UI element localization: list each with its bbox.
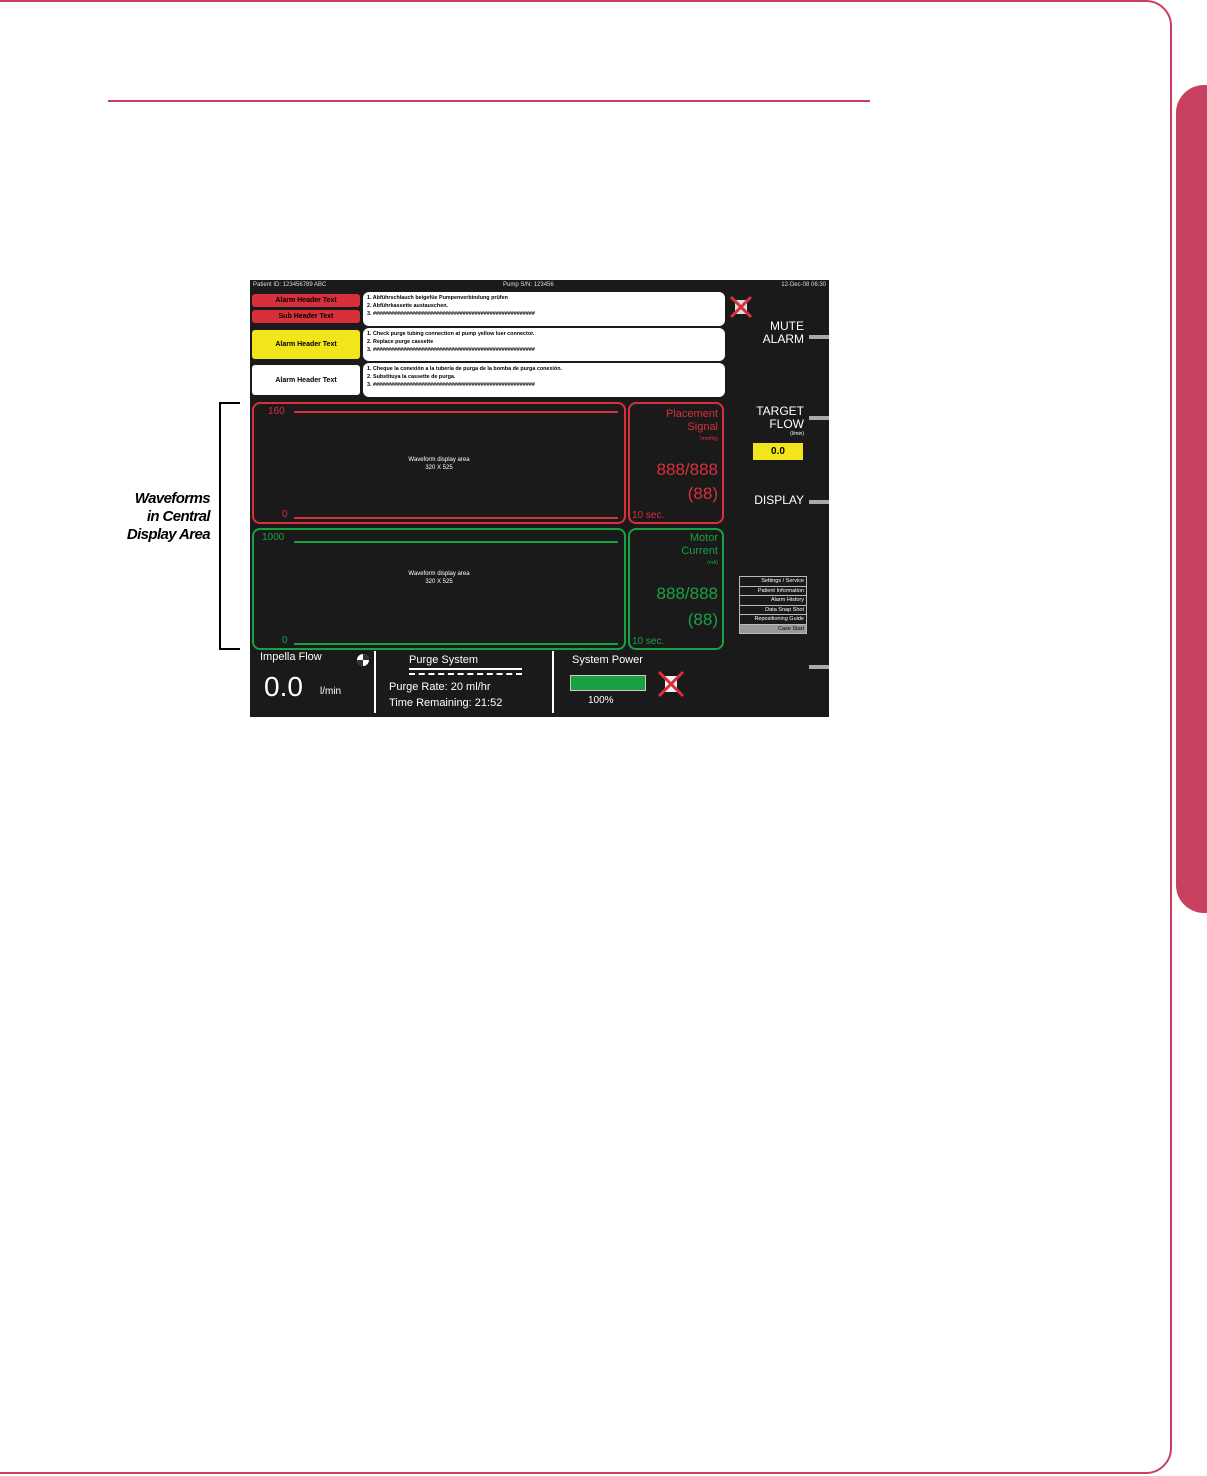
controller-screen (250, 280, 829, 717)
menu-list (739, 576, 807, 634)
softkey-tick (809, 500, 829, 504)
softkey-line: FLOW (769, 417, 804, 431)
area-label: Waveform display area (408, 571, 470, 577)
purge-title: Purge System (409, 654, 479, 666)
date-time: 12-Dec-08 06:30 (781, 282, 826, 288)
flow-label: Impella Flow (260, 651, 322, 663)
purge-panel (389, 651, 549, 717)
alarm-line: 3. ###################################################### (367, 347, 535, 353)
divider (374, 651, 376, 713)
alarm-text (363, 292, 725, 326)
power-percent: 100% (588, 695, 614, 706)
power-title: System Power (572, 654, 643, 666)
ac-disconnected-icon (656, 669, 686, 699)
alarm-silenced-icon (728, 294, 754, 320)
flow-indicator-icon (356, 653, 370, 667)
alarm-header: Alarm Header Text (252, 330, 360, 359)
softkey-line: TARGET (756, 404, 804, 418)
battery-fill (571, 676, 645, 690)
placement-timebase: 10 sec. (632, 510, 665, 521)
alarm-row-1 (252, 292, 726, 326)
title-line: Placement (666, 408, 718, 420)
motor-min: 0 (282, 635, 288, 646)
flow-value: 0.0 (264, 671, 303, 702)
placement-unit: (mmHg) (699, 436, 718, 442)
purge-dashes (409, 673, 522, 675)
title-line: Signal (687, 421, 718, 433)
flow-panel (260, 651, 372, 717)
target-flow-softkey[interactable] (756, 405, 804, 437)
placement-max: 160 (268, 406, 285, 417)
motor-title (681, 532, 718, 558)
motor-max: 1000 (262, 532, 285, 543)
softkey-tick (809, 335, 829, 339)
menu-item-repositioning[interactable]: Repositioning Guide (740, 615, 806, 625)
placement-mean: (88) (687, 484, 718, 503)
alarm-text (363, 363, 725, 397)
title-line: Motor (689, 532, 718, 544)
alarm-line: 3. ###################################################### (367, 382, 535, 388)
waveform-line (294, 411, 618, 413)
display-softkey[interactable]: DISPLAY (754, 493, 804, 507)
motor-timebase: 10 sec. (632, 636, 665, 647)
alarm-row-2 (252, 328, 726, 361)
flow-unit: l/min (320, 686, 342, 697)
area-size: 320 X 525 (425, 579, 453, 585)
area-label: Waveform display area (408, 457, 470, 463)
placement-min: 0 (282, 509, 288, 520)
divider (552, 651, 554, 713)
motor-readout (628, 528, 724, 650)
waveform-line (294, 541, 618, 543)
placement-title (666, 408, 718, 434)
placement-waveform (252, 402, 626, 524)
area-size: 320 X 525 (425, 465, 453, 471)
waveform-caption (100, 490, 210, 544)
softkey-tick (809, 416, 829, 420)
top-rule (108, 100, 870, 102)
alarm-header: Alarm Header Text (252, 365, 360, 395)
status-bar (253, 282, 826, 290)
menu-item-case-start[interactable]: Case Start (740, 625, 806, 634)
purge-rate: Purge Rate: 20 ml/hr (389, 681, 491, 693)
patient-id: Patient ID: 123456789 ABC (253, 282, 327, 288)
alarm-line: 2. Abführkassette austauschen. (367, 303, 448, 309)
purge-underline (409, 668, 522, 670)
caption-line: Display Area (126, 526, 210, 543)
motor-waveform (252, 528, 626, 650)
baseline (294, 517, 618, 519)
pump-serial: Pump S/N: 123456 (503, 282, 554, 288)
motor-mean: (88) (687, 610, 718, 629)
time-remaining: Time Remaining: 21:52 (389, 697, 503, 709)
motor-unit: (mA) (707, 560, 718, 566)
mute-alarm-softkey[interactable] (763, 320, 804, 346)
power-panel (570, 651, 720, 717)
menu-item-snapshot[interactable]: Data Snap Shot (740, 606, 806, 616)
waveform-area-label (374, 456, 504, 472)
alarm-line: 2. Substituya la cassette de purga. (367, 374, 456, 380)
waveform-area-label (374, 570, 504, 586)
alarm-line: 3. ###################################################### (367, 311, 535, 317)
title-line: Current (681, 545, 718, 557)
caption-bracket (219, 402, 240, 650)
baseline (294, 643, 618, 645)
alarm-line: 2. Replace purge cassette (367, 339, 434, 345)
softkey-tick (809, 665, 829, 669)
menu-item-alarm-history[interactable]: Alarm History (740, 596, 806, 606)
alarm-header: Alarm Header Text (252, 294, 360, 307)
alarm-text (363, 328, 725, 361)
target-flow-unit: (l/min) (790, 431, 804, 437)
alarm-line: 1. Check purge tubing connection at pump yellow luer connector. (367, 331, 535, 337)
softkey-line: MUTE (770, 319, 804, 333)
battery-gauge (570, 675, 646, 691)
chapter-tab (1176, 85, 1207, 913)
menu-item-patient-info[interactable]: Patient Information (740, 587, 806, 597)
softkey-line: ALARM (762, 332, 804, 346)
menu-item-settings[interactable]: Settings / Service (740, 577, 806, 587)
alarm-row-3 (252, 363, 726, 397)
target-flow-value: 0.0 (753, 443, 803, 460)
sub-header: Sub Header Text (252, 310, 360, 323)
alarm-line: 1. Cheque la conexión a la tubería de purga de la bomba de purga conexión. (367, 366, 563, 372)
placement-readout (628, 402, 724, 524)
caption-line: in Central (146, 508, 210, 525)
placement-value: 888/888 (656, 460, 718, 479)
motor-value: 888/888 (656, 584, 718, 603)
caption-line: Waveforms (134, 490, 210, 507)
alarm-line: 1. Abführschlauch beigefüe Pumpenverbindung prüfen (367, 295, 508, 301)
